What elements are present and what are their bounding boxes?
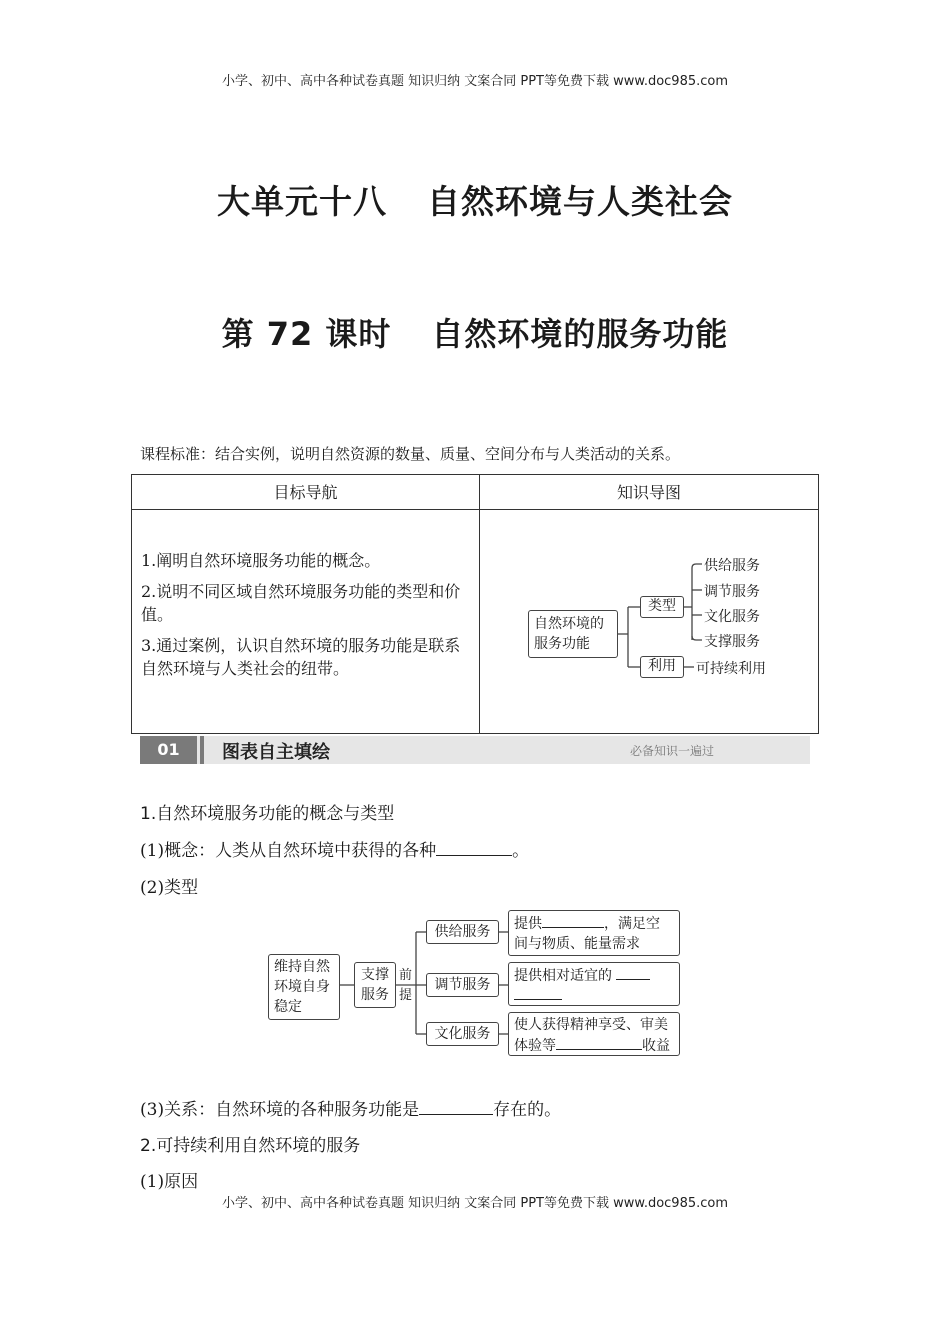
unit-number: 大单元十八 — [217, 182, 387, 221]
culture-service-box: 文化服务 — [426, 1022, 499, 1046]
curriculum-standard: 课程标准：结合实例，说明自然资源的数量、质量、空间分布与人类活动的关系。 — [140, 445, 681, 463]
mindmap-use-item: 可持续利用 — [696, 661, 766, 677]
page-footer: 小学、初中、高中各种试卷真题 知识归纳 文案合同 PPT等免费下载 www.doc985.com — [221, 1196, 729, 1211]
relation-text: (3)关系：自然环境的各种服务功能是 — [140, 1100, 420, 1120]
concept-text: (1)概念：人类从自然环境中获得的各种 — [140, 841, 437, 861]
box-line: 服务 — [361, 987, 389, 1003]
fill-blank[interactable] — [616, 965, 650, 980]
service-types-diagram — [268, 910, 688, 1060]
concept-paragraph — [140, 836, 529, 861]
heading-sustainable-use: 2.可持续利用自然环境的服务 — [140, 1136, 361, 1156]
regulate-service-box: 调节服务 — [426, 973, 499, 997]
page-header: 小学、初中、高中各种试卷真题 知识归纳 文案合同 PPT等免费下载 www.doc985.com — [221, 74, 729, 89]
culture-description-box — [508, 1012, 680, 1056]
fill-blank[interactable] — [542, 913, 604, 928]
fill-blank[interactable] — [436, 839, 512, 856]
mindmap-use-node: 利用 — [640, 656, 684, 678]
goal-list — [141, 549, 473, 688]
supply-description-box — [508, 910, 680, 956]
mindmap-type-item: 供给服务 — [704, 558, 760, 574]
box-line: 维持自然 — [274, 959, 330, 975]
desc-text: 体验等 — [514, 1038, 556, 1054]
reason-heading: (1)原因 — [140, 1172, 199, 1192]
fill-blank[interactable] — [514, 987, 562, 1000]
mindmap-type-item: 支撑服务 — [704, 634, 760, 650]
maintain-stability-box — [268, 954, 340, 1020]
box-line: 稳定 — [274, 999, 302, 1015]
support-service-box — [354, 962, 396, 1008]
desc-text: 提供相对适宜的 — [514, 968, 612, 984]
premise-char: 提 — [399, 988, 413, 1003]
relation-suffix: 存在的。 — [493, 1100, 562, 1120]
goal-item: 2.说明不同区域自然环境服务功能的类型和价值。 — [141, 582, 461, 624]
section-tagline: 必备知识一遍过 — [629, 744, 714, 758]
unit-title — [0, 176, 950, 223]
lesson-number: 第 72 课时 — [221, 315, 392, 353]
section-banner — [140, 736, 810, 764]
column-header-goals: 目标导航 — [273, 483, 338, 502]
section-number: 01 — [140, 736, 197, 764]
lesson-name: 自然环境的服务功能 — [431, 315, 729, 353]
heading-concept-types: 1.自然环境服务功能的概念与类型 — [140, 804, 395, 824]
lesson-title — [0, 309, 950, 355]
concept-suffix: 。 — [512, 841, 530, 861]
desc-text: 提供 — [514, 916, 542, 932]
objectives-table — [131, 474, 819, 734]
fill-blank[interactable] — [419, 1098, 493, 1115]
regulate-description-box — [508, 962, 680, 1006]
mindmap-root-line: 服务功能 — [534, 636, 590, 652]
knowledge-mindmap — [480, 510, 818, 734]
mindmap-type-item: 调节服务 — [704, 584, 760, 600]
mindmap-type-node: 类型 — [640, 596, 684, 618]
box-line: 环境自身 — [274, 979, 330, 995]
goal-item: 3.通过案例，认识自然环境的服务功能是联系自然环境与人类社会的纽带。 — [141, 636, 461, 678]
unit-name: 自然环境与人类社会 — [427, 182, 733, 221]
mindmap-type-item: 文化服务 — [704, 609, 760, 625]
fill-blank[interactable] — [556, 1035, 642, 1050]
desc-text: 间与物质、能量需求 — [514, 936, 640, 952]
desc-text: 收益 — [642, 1038, 670, 1054]
section-label: 图表自主填绘 — [222, 742, 330, 763]
premise-label — [399, 966, 412, 1006]
supply-service-box: 供给服务 — [426, 920, 499, 944]
desc-text: ，满足空 — [604, 916, 660, 932]
goal-item: 1.阐明自然环境服务功能的概念。 — [141, 551, 381, 570]
box-line: 支撑 — [361, 967, 389, 983]
mindmap-root-line: 自然环境的 — [534, 616, 604, 632]
relation-paragraph — [140, 1095, 561, 1120]
premise-char: 前 — [399, 968, 413, 983]
column-header-map: 知识导图 — [616, 483, 681, 502]
types-heading: (2)类型 — [140, 878, 199, 898]
desc-text: 使人获得精神享受、审美 — [514, 1017, 668, 1033]
mindmap-root — [528, 610, 618, 658]
